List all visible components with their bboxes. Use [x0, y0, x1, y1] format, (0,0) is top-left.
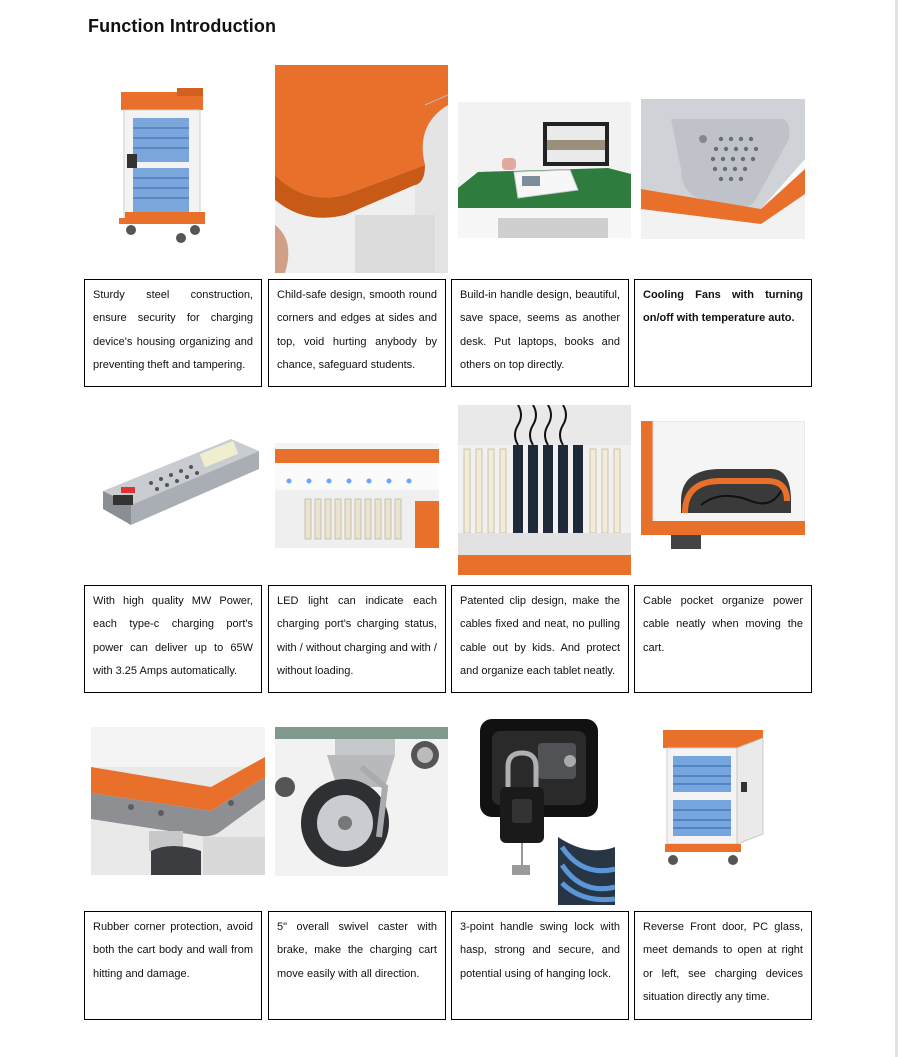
feature-swing-lock: 3-point handle swing lock with hasp, strong and secure, and potential using of hanging lock.: [451, 911, 629, 1020]
page-title: Function Introduction: [88, 16, 277, 36]
feature-cooling-fans: Cooling Fans with turning on/off with temperature auto.: [634, 279, 812, 387]
power-supply-photo: [91, 421, 265, 548]
led-light-photo: [275, 443, 439, 548]
desk-top-photo: [458, 102, 631, 238]
cooling-fan-photo: [641, 99, 805, 239]
rubber-corner-photo: [91, 727, 265, 875]
feature-power-supply: With high quality MW Power, each type-c charging port's power can deliver up to 65W with 3.25 Amps automatically.: [84, 585, 262, 693]
steel-cart-photo: [91, 80, 265, 255]
feature-cable-pocket: Cable pocket organize power cable neatly when moving the cart.: [634, 585, 812, 693]
caster-wheel-photo: [275, 727, 448, 876]
feature-rubber-corner: Rubber corner protection, avoid both the cart body and wall from hitting and damage.: [84, 911, 262, 1020]
feature-swivel-caster: 5" overall swivel caster with brake, make the charging cart move easily with all direction.: [268, 911, 446, 1020]
feature-child-safe-design: Child-safe design, smooth round corners and edges at sides and top, void hurting anybody by chance, safeguard students.: [268, 279, 446, 387]
padlock-photo: [466, 697, 615, 905]
feature-led-light: LED light can indicate each charging port's charging status, with / without charging and with / without loading.: [268, 585, 446, 693]
feature-steel-construction: Sturdy steel construction, ensure security for charging device's housing organizing and preventing theft and tampering.: [84, 279, 262, 387]
rounded-corner-photo: [275, 65, 448, 273]
feature-clip-design: Patented clip design, make the cables fixed and neat, no pulling cable out by kids. And protect and organize each tablet neatly.: [451, 585, 629, 693]
feature-handle-design: Build-in handle design, beautiful, save space, seems as another desk. Put laptops, books and others on top directly.: [451, 279, 629, 387]
cable-pocket-photo: [641, 421, 805, 549]
feature-reverse-door: Reverse Front door, PC glass, meet demands to open at right or left, see charging devices situation directly any time.: [634, 911, 812, 1020]
open-door-cart-photo: [641, 722, 805, 868]
clip-design-photo: [458, 405, 631, 575]
